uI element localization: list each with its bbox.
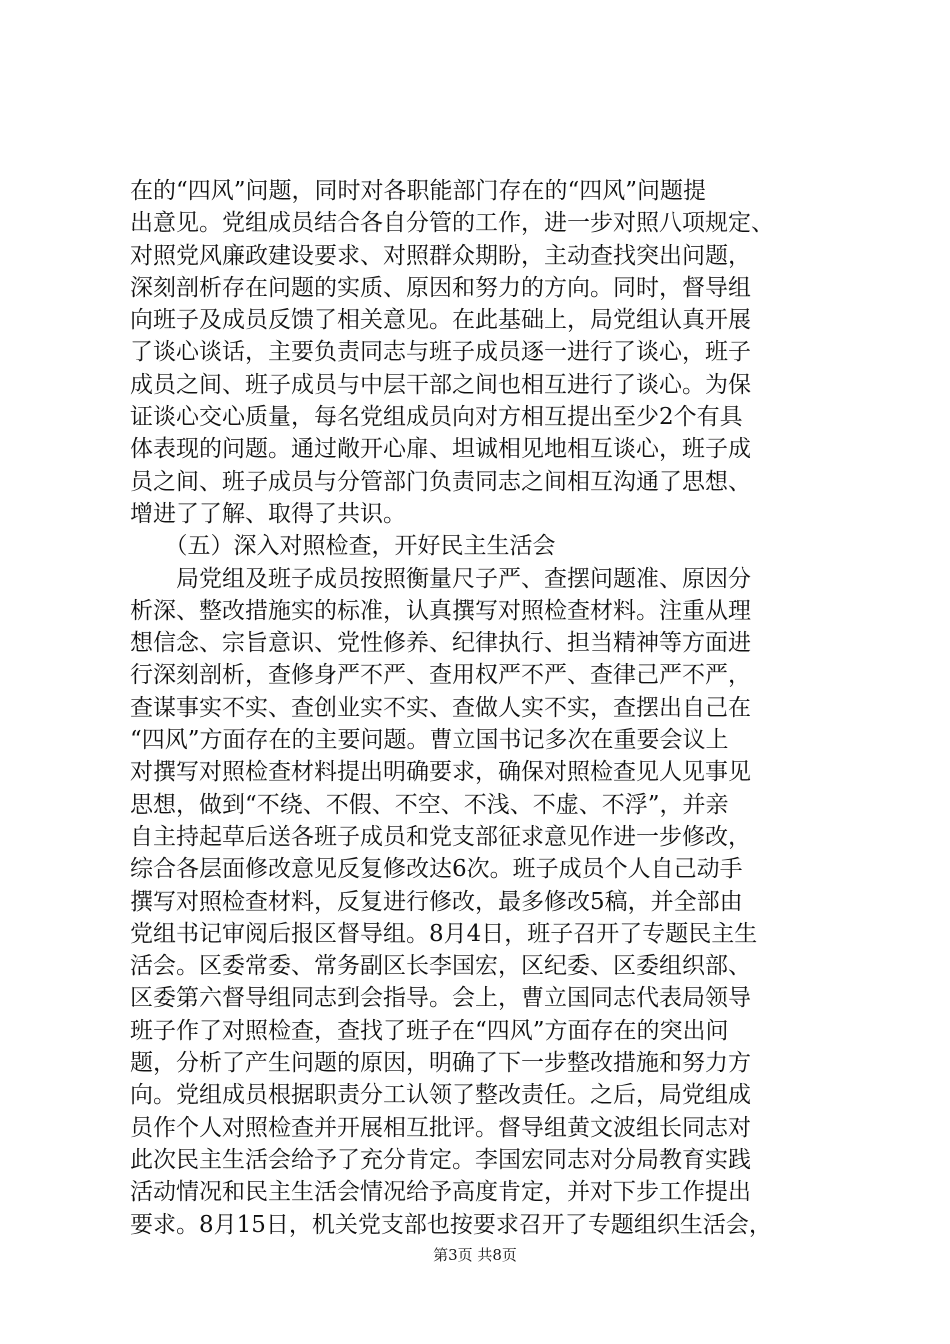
text-line: 撰写对照检查材料，反复进行修改，最多修改5稿，并全部由 (130, 888, 743, 915)
text-line: 思想，做到“不绕、不假、不空、不浅、不虚、不浮”，并亲 (130, 791, 729, 818)
text-line: 此次民主生活会给予了充分肯定。李国宏同志对分局教育实践 (130, 1146, 751, 1173)
text-line: 对照党风廉政建设要求、对照群众期盼，主动查找突出问题， (130, 242, 751, 269)
text-line: 班子作了对照检查，查找了班子在“四风”方面存在的突出问 (130, 1017, 729, 1044)
text-line: 要求。8月15日，机关党支部也按要求召开了专题组织生活会， (130, 1211, 772, 1238)
text-line: 出意见。党组成员结合各自分管的工作，进一步对照八项规定、 (130, 210, 774, 237)
page-number-label: 第3页 共8页 (433, 1246, 517, 1264)
text-line: 活动情况和民主生活会情况给予高度肯定，并对下步工作提出 (130, 1179, 751, 1206)
text-line: 员作个人对照检查并开展相互批评。督导组黄文波组长同志对 (130, 1114, 751, 1141)
text-line: 区委第六督导组同志到会指导。会上，曹立国同志代表局领导 (130, 985, 751, 1012)
text-line: 深刻剖析存在问题的实质、原因和努力的方向。同时，督导组 (130, 274, 751, 301)
text-line: 想信念、宗旨意识、党性修养、纪律执行、担当精神等方面进 (130, 630, 751, 657)
text-line: 向。党组成员根据职责分工认领了整改责任。之后，局党组成 (130, 1082, 751, 1109)
text-line: 证谈心交心质量，每名党组成员向对方相互提出至少2个有具 (130, 404, 743, 431)
text-line: 自主持起草后送各班子成员和党支部征求意见作进一步修改， (130, 823, 751, 850)
text-line: （五）深入对照检查，开好民主生活会 (130, 533, 556, 560)
text-line: 活会。区委常委、常务副区长李国宏，区纪委、区委组织部、 (130, 953, 751, 980)
text-line: 对撰写对照检查材料提出明确要求，确保对照检查见人见事见 (130, 759, 751, 786)
text-line: 了谈心谈话，主要负责同志与班子成员逐一进行了谈心，班子 (130, 339, 751, 366)
text-line: 查谋事实不实、查创业实不实、查做人实不实，查摆出自己在 (130, 694, 751, 721)
text-line: 行深刻剖析，查修身严不严、查用权严不严、查律己严不严， (130, 662, 751, 689)
text-line: 员之间、班子成员与分管部门负责同志之间相互沟通了思想、 (130, 468, 751, 495)
text-line: 增进了了解、取得了共识。 (130, 500, 406, 527)
text-line: 成员之间、班子成员与中层干部之间也相互进行了谈心。为保 (130, 371, 751, 398)
text-line: 题，分析了产生问题的原因，明确了下一步整改措施和努力方 (130, 1050, 751, 1077)
text-line: 局党组及班子成员按照衡量尺子严、查摆问题准、原因分 (130, 565, 751, 592)
text-line: 党组书记审阅后报区督导组。8月4日，班子召开了专题民主生 (130, 920, 758, 947)
text-line: 体表现的问题。通过敞开心扉、坦诚相见地相互谈心，班子成 (130, 436, 751, 463)
text-line: 在的“四风”问题，同时对各职能部门存在的“四风”问题提 (130, 178, 707, 204)
text-line: 析深、整改措施实的标准，认真撰写对照检查材料。注重从理 (130, 597, 751, 624)
page-footer (0, 1245, 950, 1265)
document-body (130, 175, 855, 1241)
text-line: “四风”方面存在的主要问题。曹立国书记多次在重要会议上 (130, 727, 729, 754)
text-line: 向班子及成员反馈了相关意见。在此基础上，局党组认真开展 (130, 307, 751, 334)
text-line: 综合各层面修改意见反复修改达6次。班子成员个人自己动手 (130, 856, 743, 883)
